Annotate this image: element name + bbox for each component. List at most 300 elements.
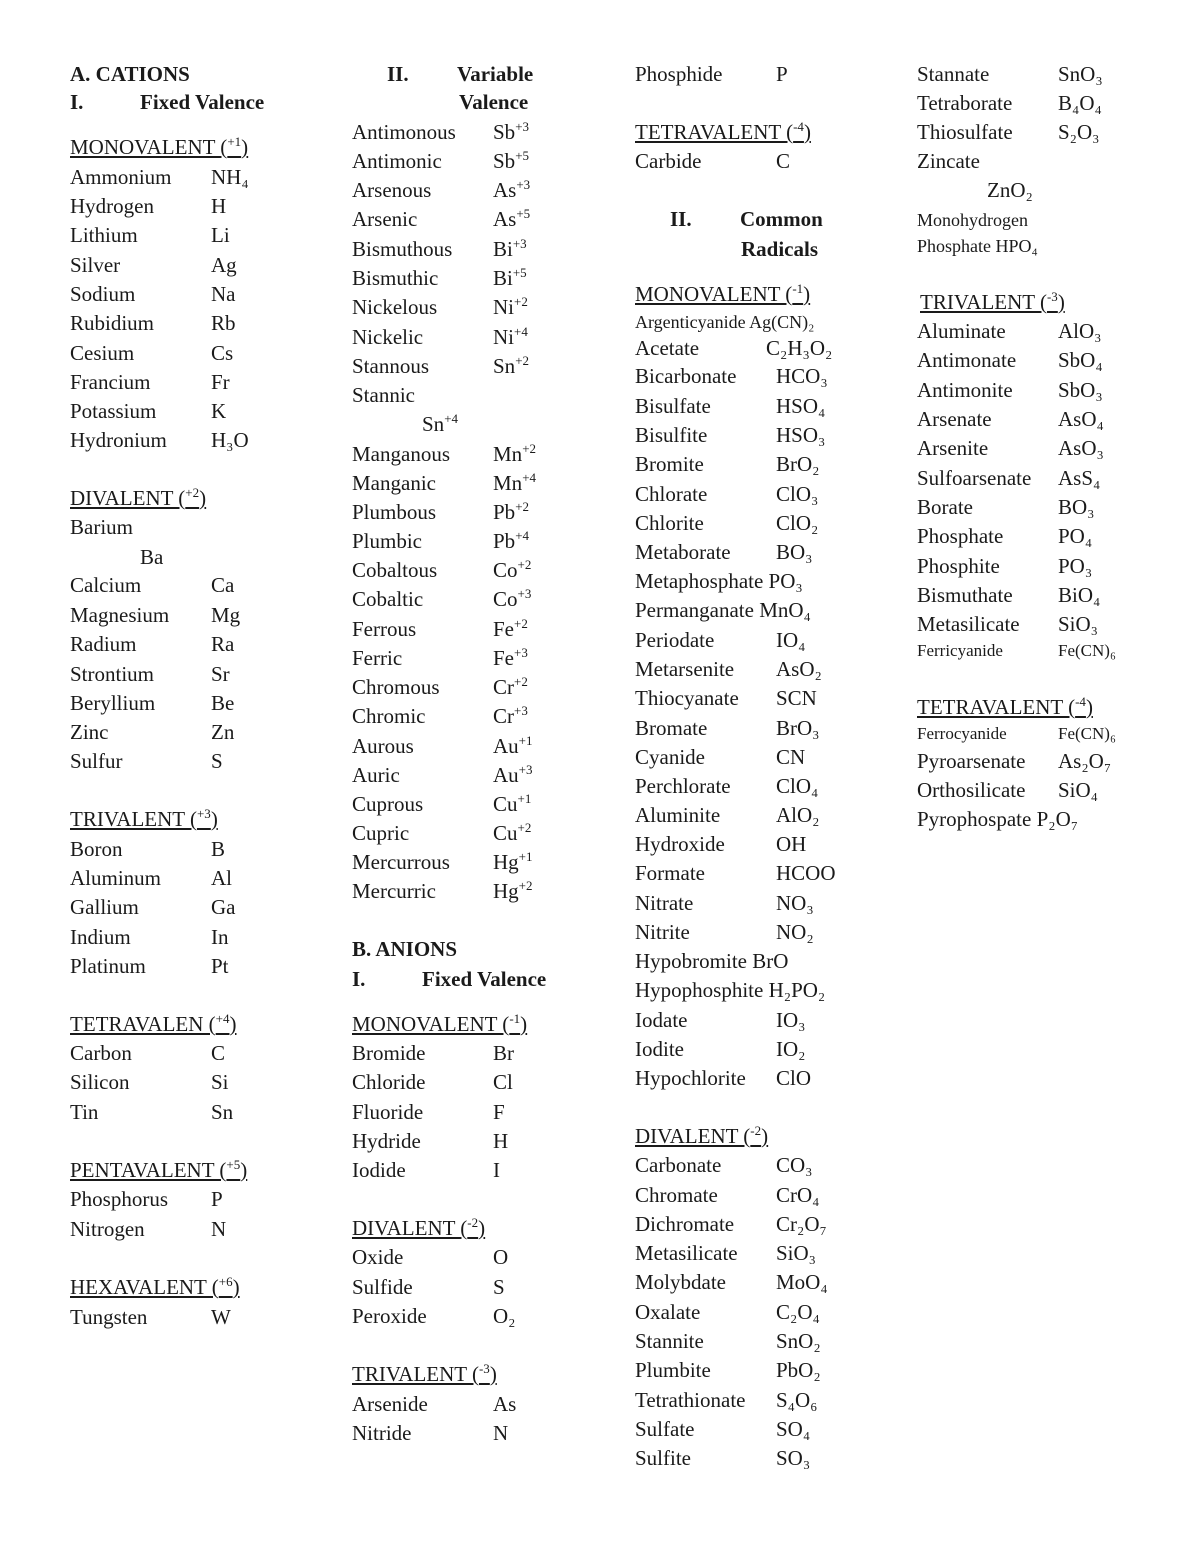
ion-symbol: ClO₂: [776, 511, 819, 535]
charge: +2: [518, 878, 533, 893]
ion-symbol: C₂O₄: [776, 1300, 820, 1324]
valence-group-heading: TETRAVALENT ($^{-4}$): [917, 694, 1093, 719]
ion-symbol: $Sb^{+3}$: [493, 119, 530, 144]
charge: +2: [522, 441, 537, 456]
charge: +2: [515, 499, 530, 514]
ion-symbol: $As^{+3}$: [493, 177, 531, 202]
charge: +3: [514, 703, 528, 718]
ion-row: [70, 1070, 229, 1094]
ion-row: [352, 1421, 509, 1445]
ion-row: [635, 1300, 820, 1324]
ion-name: Cobaltous: [352, 558, 438, 582]
roman-numeral: I.: [352, 967, 366, 991]
ion-row: [635, 1417, 811, 1441]
ion-symbol: B: [211, 837, 226, 861]
charge: +5: [515, 148, 530, 163]
charge: +3: [515, 119, 530, 134]
ion-row: [635, 1153, 813, 1177]
ion-symbol: NO₃: [776, 891, 814, 915]
ion-symbol: OH: [776, 832, 807, 856]
valence-group-heading: TRIVALENT ($^{-3}$): [352, 1361, 497, 1386]
ion-row: [917, 149, 980, 173]
valence-group-heading: TRIVALENT ($^{+3}$): [70, 806, 218, 831]
ion-symbol: S: [493, 1275, 505, 1299]
ion-symbol: C: [776, 149, 791, 173]
ion-row: [917, 583, 1101, 607]
ion-symbol: As₂O₇: [1058, 749, 1112, 773]
charge: +6: [218, 1274, 233, 1289]
ion-name: Bismuthic: [352, 266, 439, 290]
ion-symbol: MoO₄: [776, 1270, 828, 1294]
ion-row: [352, 148, 530, 173]
ion-symbol: ClO: [776, 1066, 812, 1090]
ion-symbol: $Cr^{+3}$: [493, 703, 528, 728]
ion-row: [70, 515, 133, 539]
ion-name: Mercurric: [352, 879, 436, 903]
ion-name: Bismuthate: [917, 583, 1013, 607]
ion-symbol: PO₄: [1058, 524, 1093, 548]
ion-symbol: $Au^{+1}$: [493, 733, 533, 758]
ion-name: Antimonate: [917, 348, 1017, 372]
ion-symbol: Sn: [211, 1100, 234, 1124]
ion-symbol: SiO₃: [776, 1241, 817, 1265]
ion-symbol: $Ni^{+4}$: [493, 324, 528, 349]
ion-symbol: BO₃: [776, 540, 813, 564]
ion-name: Cuprous: [352, 792, 424, 816]
ion-name: Nickelic: [352, 325, 424, 349]
ion-symbol: $Hg^{+1}$: [493, 849, 533, 874]
ion-row: [352, 733, 533, 758]
ion-symbol: Cr₂O₇: [776, 1212, 827, 1236]
ion-row: [70, 1217, 227, 1241]
ion-symbol: Na: [211, 282, 236, 306]
ion-symbol: Fe(CN)₆: [1058, 641, 1116, 660]
ion-name: Chlorite: [635, 511, 704, 535]
ion-symbol: IO₂: [776, 1037, 806, 1061]
ion-symbol: $Cr^{+2}$: [493, 674, 528, 699]
charge: +3: [516, 177, 531, 192]
subsection-title: Variable: [457, 62, 534, 86]
ion-name: Metasilicate: [917, 612, 1020, 636]
ion-row: [635, 1241, 817, 1265]
ion-symbol: BrO₂: [776, 452, 820, 476]
ion-row: [352, 1041, 514, 1065]
charge: +2: [517, 820, 532, 835]
ion-name: Ferrous: [352, 617, 417, 641]
ion-symbol: Ag: [211, 253, 237, 277]
ion-name: Strontium: [70, 662, 155, 686]
charge: +2: [514, 294, 528, 309]
ion-name: Hydride: [352, 1129, 421, 1153]
ion-name: Calcium: [70, 573, 142, 597]
ion-name: Chromate: [635, 1183, 718, 1207]
ion-symbol: $Pb^{+2}$: [493, 499, 530, 524]
ion-name: Plumbic: [352, 529, 423, 553]
ion-symbol: $Bi^{+3}$: [493, 236, 527, 261]
ion-symbol: $Co^{+3}$: [493, 586, 532, 611]
valence-group-heading: TETRAVALEN ($^{+4}$): [70, 1011, 237, 1036]
ion-row: [70, 895, 236, 919]
ion-row: [352, 645, 528, 670]
ion-row: [352, 616, 528, 641]
ion-name: Pyroarsenate: [917, 749, 1026, 773]
ion-name: Dichromate: [635, 1212, 735, 1236]
ion-symbol: F: [493, 1100, 505, 1124]
ion-row: [70, 370, 230, 394]
ion-row: [70, 632, 235, 656]
ion-name: Stannate: [917, 62, 990, 86]
ion-row: [917, 436, 1104, 460]
ion-row: [352, 383, 415, 407]
ion-row: [352, 791, 532, 816]
ion-row: [70, 603, 241, 627]
ion-name: Stannite: [635, 1329, 704, 1353]
ion-name: Bisulfite: [635, 423, 708, 447]
ion-name: Peroxide: [352, 1304, 427, 1328]
charge: -4: [1075, 694, 1086, 709]
ion-row: [917, 722, 1116, 746]
ion-name: Iodide: [352, 1158, 406, 1182]
ion-symbol: S₂O₃: [1058, 120, 1100, 144]
ion-name: Stannic: [352, 383, 415, 407]
ion-row: [70, 282, 236, 306]
ion-name: Manganic: [352, 471, 436, 495]
ion-symbol: $Fe^{+3}$: [493, 645, 528, 670]
ion-symbol-wrapped: Ba: [140, 545, 164, 569]
ion-row: [70, 341, 234, 365]
ion-name: Zinc: [70, 720, 109, 744]
ion-name: Iodite: [635, 1037, 684, 1061]
ion-name: Tungsten: [70, 1305, 148, 1329]
ion-symbol: CN: [776, 745, 806, 769]
ion-name: Silver: [70, 253, 121, 277]
ion-row: [635, 511, 819, 535]
ion-row: [635, 774, 819, 798]
ion-name: Borate: [917, 495, 973, 519]
ion-symbol: $Cu^{+2}$: [493, 820, 532, 845]
ion-symbol: I: [493, 1158, 500, 1182]
ion-name: Perchlorate: [635, 774, 731, 798]
ion-name: Sodium: [70, 282, 136, 306]
ion-name: Beryllium: [70, 691, 156, 715]
ion-row: Metaphosphate PO₃: [635, 569, 803, 593]
ion-row: [635, 336, 833, 360]
ion-symbol: Ga: [211, 895, 236, 919]
subsection-heading: [670, 207, 823, 231]
ion-symbol: BiO₄: [1058, 583, 1101, 607]
valence-group-heading: DIVALENT ($^{+2}$): [70, 485, 207, 510]
ion-row: [635, 920, 814, 944]
charge: +1: [518, 849, 533, 864]
ion-row: [635, 1212, 827, 1236]
ion-symbol: Li: [211, 223, 230, 247]
ion-symbol: HSO₄: [776, 394, 826, 418]
ion-row: [635, 803, 820, 827]
ion-name: Phosphite: [917, 554, 1000, 578]
ion-name: Tin: [70, 1100, 99, 1124]
ion-row: [70, 399, 227, 423]
ion-row: [352, 878, 533, 903]
valence-group-heading: DIVALENT ($^{-2}$): [352, 1215, 486, 1240]
ion-symbol: H: [493, 1129, 509, 1153]
ion-symbol: $Co^{+2}$: [493, 557, 532, 582]
ion-name: Hydroxide: [635, 832, 725, 856]
ion-row: [635, 657, 822, 681]
ion-symbol: CrO₄: [776, 1183, 820, 1207]
ion-row: [70, 311, 236, 335]
ion-row: [635, 394, 826, 418]
roman-numeral: II.: [670, 207, 692, 231]
ion-row: [917, 378, 1103, 402]
ion-row: [352, 441, 537, 466]
ion-row: [635, 861, 836, 885]
roman-numeral: II.: [387, 62, 409, 86]
ion-row: [917, 524, 1093, 548]
ion-symbol: C: [211, 1041, 226, 1065]
ion-symbol: Fe(CN)₆: [1058, 724, 1116, 743]
ion-symbol: AsO₃: [1058, 436, 1104, 460]
ion-row: [352, 353, 530, 378]
ion-row: [352, 1304, 516, 1328]
charge: +3: [517, 586, 532, 601]
ion-symbol: $Hg^{+2}$: [493, 878, 533, 903]
ion-row: [70, 837, 226, 861]
ion-row: [352, 1100, 505, 1124]
ion-row: Permanganate MnO₄: [635, 598, 811, 622]
ion-row: [917, 120, 1100, 144]
ion-name: Acetate: [635, 336, 700, 360]
ion-name: Arsenous: [352, 178, 432, 202]
ion-name: Platinum: [70, 954, 146, 978]
ion-row: [70, 1041, 226, 1065]
ion-symbol: PO₃: [1058, 554, 1093, 578]
ion-symbol: SO₄: [776, 1417, 811, 1441]
charge: +2: [517, 557, 532, 572]
charge: -1: [792, 281, 804, 296]
ion-symbol: Si: [211, 1070, 229, 1094]
ion-symbol: ClO₃: [776, 482, 819, 506]
valence-group-heading: MONOVALENT ($^{+1}$): [70, 134, 249, 159]
ion-name: Thiocyanate: [635, 686, 739, 710]
charge: +2: [185, 485, 200, 500]
ion-symbol: Be: [211, 691, 235, 715]
ion-row: [352, 470, 537, 495]
ion-symbol: $Cu^{+1}$: [493, 791, 532, 816]
ion-symbol: As: [493, 1392, 517, 1416]
ion-row: [635, 1329, 821, 1353]
ion-name: Gallium: [70, 895, 139, 919]
ion-name: Indium: [70, 925, 131, 949]
ion-name: Hydronium: [70, 428, 167, 452]
ion-name: Zincate: [917, 149, 980, 173]
ion-symbol: SiO₃: [1058, 612, 1099, 636]
ion-name: Aluminate: [917, 319, 1006, 343]
ion-row: [635, 745, 806, 769]
charge: +4: [444, 411, 459, 426]
ion-symbol: ClO₄: [776, 774, 819, 798]
ion-row: [635, 1358, 821, 1382]
ion-name: Phosphate: [917, 524, 1004, 548]
ion-row: [352, 1070, 513, 1094]
ion-row: [352, 1275, 505, 1299]
ion-symbol: $Sn^{+2}$: [493, 353, 530, 378]
ion-symbol: S₄O₆: [776, 1388, 818, 1412]
roman-numeral: I.: [70, 90, 84, 114]
ion-symbol: In: [211, 925, 229, 949]
ion-row: [635, 540, 813, 564]
ion-name: Phosphorus: [70, 1187, 169, 1211]
ion-row: [352, 1392, 517, 1416]
charge: -2: [750, 1123, 762, 1138]
ion-row: [635, 891, 814, 915]
ion-symbol: Ra: [211, 632, 235, 656]
ion-symbol: CO₃: [776, 1153, 813, 1177]
ion-name: Chloride: [352, 1070, 426, 1094]
ion-name: Francium: [70, 370, 151, 394]
ion-name: Molybdate: [635, 1270, 726, 1294]
ion-name: Metarsenite: [635, 657, 735, 681]
ion-symbol: SO₃: [776, 1446, 811, 1470]
ion-symbol: Mg: [211, 603, 241, 627]
ion-row: [352, 528, 530, 553]
charge: -4: [793, 119, 804, 134]
ion-row: Monohydrogen: [917, 210, 1028, 230]
ion-symbol: $Mn^{+2}$: [493, 441, 537, 466]
ion-symbol: Rb: [211, 311, 236, 335]
ion-row: [352, 762, 533, 787]
ion-row: [635, 716, 820, 740]
ion-name: Bisulfate: [635, 394, 711, 418]
ion-symbol: $Au^{+3}$: [493, 762, 533, 787]
valence-group-heading: HEXAVALENT ($^{+6}$): [70, 1274, 240, 1299]
ion-name: Chromic: [352, 704, 426, 728]
ion-symbol: BO₃: [1058, 495, 1095, 519]
ion-name: Oxide: [352, 1245, 404, 1269]
ion-symbol: HCOO: [776, 861, 836, 885]
ion-symbol: O₂: [493, 1304, 516, 1328]
ion-symbol: SnO₂: [776, 1329, 821, 1353]
valence-group-heading: MONOVALENT ($^{-1}$): [352, 1011, 528, 1036]
ion-row: [635, 1008, 806, 1032]
valence-group-heading: DIVALENT ($^{-2}$): [635, 1123, 769, 1148]
charge: +4: [522, 470, 537, 485]
ion-name: Carbon: [70, 1041, 132, 1065]
ion-symbol: AlO₃: [1058, 319, 1102, 343]
ion-row: [70, 720, 235, 744]
ion-name: Potassium: [70, 399, 157, 423]
ion-name: Oxalate: [635, 1300, 701, 1324]
ion-row: [352, 265, 527, 290]
ion-symbol: N: [211, 1217, 227, 1241]
ion-row: [70, 691, 235, 715]
ion-symbol: SCN: [776, 686, 817, 710]
ion-name: Carbide: [635, 149, 702, 173]
subsection-heading: [352, 967, 546, 991]
ion-name: Manganous: [352, 442, 450, 466]
ion-row: [352, 1129, 509, 1153]
ion-row: Pyrophospate P₂O₇: [917, 807, 1079, 831]
ion-symbol: HSO₃: [776, 423, 826, 447]
ion-symbol: SbO₃: [1058, 378, 1103, 402]
subsection-title: Fixed Valence: [140, 90, 265, 114]
ion-symbol: SiO₄: [1058, 778, 1099, 802]
ion-name: Iodate: [635, 1008, 688, 1032]
ion-name: Nitrite: [635, 920, 690, 944]
ion-symbol: Br: [493, 1041, 514, 1065]
ion-row: [635, 832, 807, 856]
subsection-title: Common: [740, 207, 823, 231]
ion-row: [917, 466, 1101, 490]
ion-name: Arsenate: [917, 407, 992, 431]
ion-row: [917, 348, 1103, 372]
ion-row: [635, 1037, 806, 1061]
ion-name: Cupric: [352, 821, 410, 845]
charge: +3: [512, 236, 527, 251]
ion-name: Ferricyanide: [917, 641, 1003, 660]
ion-row: [352, 703, 528, 728]
ion-name: Boron: [70, 837, 123, 861]
ion-symbol: Al: [211, 866, 232, 890]
ion-name: Fluoride: [352, 1100, 424, 1124]
ion-row: Hypobromite BrO: [635, 949, 789, 973]
ion-symbol: Sr: [211, 662, 230, 686]
ion-name: Antimonous: [352, 120, 456, 144]
ion-symbol: P: [776, 62, 788, 86]
ion-row: [70, 925, 229, 949]
ion-symbol: $Pb^{+4}$: [493, 528, 530, 553]
ion-name: Bicarbonate: [635, 364, 737, 388]
ion-row: Hypophosphite H₂PO₂: [635, 978, 826, 1002]
ion-symbol: AsS₄: [1058, 466, 1101, 490]
ion-row: [352, 820, 532, 845]
subsection-heading: [387, 62, 533, 86]
charge: +3: [518, 762, 533, 777]
ion-row: [352, 586, 532, 611]
ion-row: [70, 253, 237, 277]
ion-name: Cesium: [70, 341, 135, 365]
ion-row: [70, 1305, 231, 1329]
ion-name: Formate: [635, 861, 705, 885]
ion-symbol: Pt: [211, 954, 229, 978]
ion-row: [635, 1270, 828, 1294]
ion-name: Thiosulfate: [917, 120, 1013, 144]
charge: +2: [514, 616, 528, 631]
ion-symbol-wrapped: ZnO₂: [987, 178, 1033, 202]
ion-row: Phosphate HPO₄: [917, 236, 1038, 256]
ion-row: [635, 628, 806, 652]
ion-row: [635, 423, 826, 447]
ion-row: [917, 639, 1116, 663]
ion-symbol: P: [211, 1187, 223, 1211]
ion-symbol: $Bi^{+5}$: [493, 265, 527, 290]
ion-name: Antimonic: [352, 149, 442, 173]
ion-name: Bromate: [635, 716, 708, 740]
charge: +5: [516, 206, 531, 221]
ion-row: [635, 149, 791, 173]
ion-name: Antimonite: [917, 378, 1013, 402]
charge: -3: [1046, 289, 1058, 304]
ion-symbol: AsO₂: [776, 657, 822, 681]
ion-row: [70, 165, 249, 189]
ion-symbol: NO₂: [776, 920, 814, 944]
subsection-title-continued: Radicals: [741, 237, 819, 261]
ion-row: [917, 749, 1112, 773]
charge: -1: [509, 1011, 521, 1026]
charge: +5: [512, 265, 527, 280]
ion-name: Tetraborate: [917, 91, 1013, 115]
ion-symbol: $As^{+5}$: [493, 206, 531, 231]
ion-symbol: AsO₄: [1058, 407, 1104, 431]
